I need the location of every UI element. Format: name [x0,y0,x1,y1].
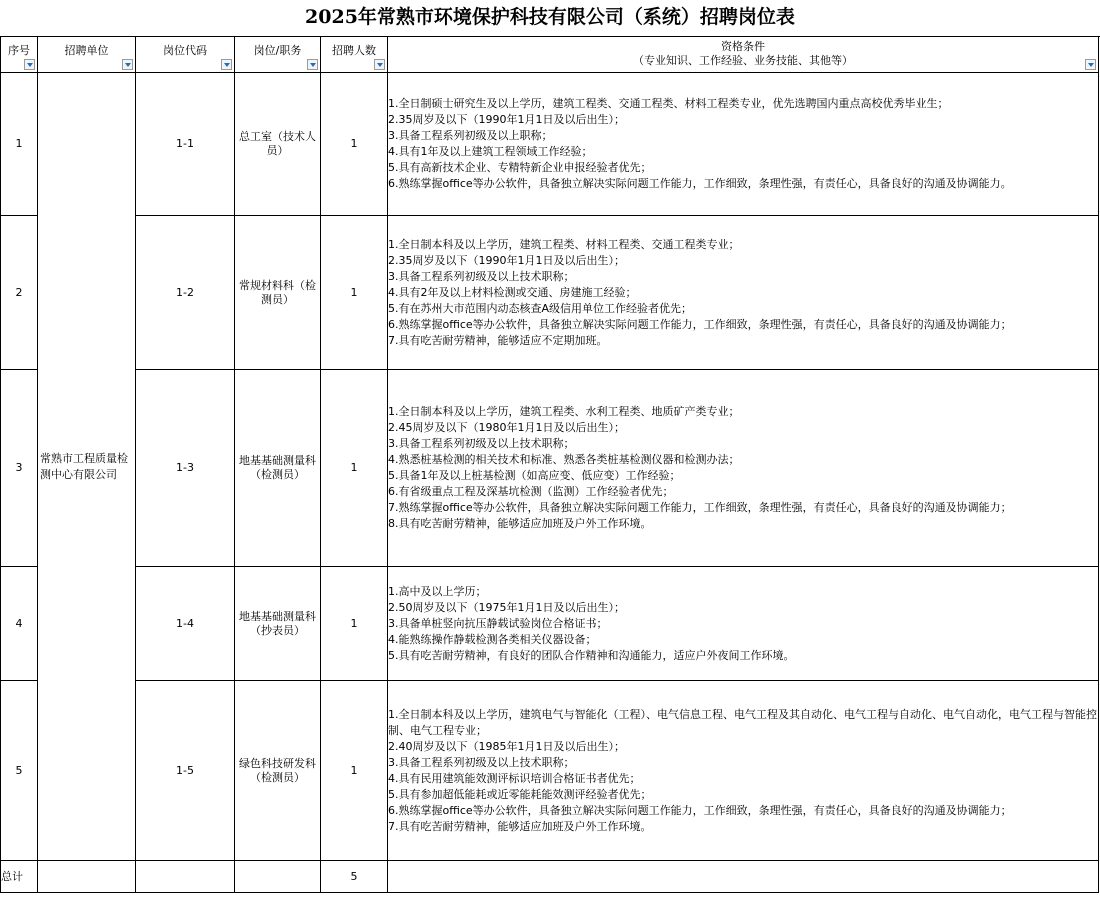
requirement-item: 5.具有吃苦耐劳精神，有良好的团队合作精神和沟通能力，适应户外夜间工作环境。 [388,648,795,662]
header-count: 招聘人数 [321,37,388,73]
position-cell: 地基基础测量科（检测员） [235,370,321,567]
requirement-item: 5.具有参加超低能耗或近零能耗能效测评经验者优先； [388,787,652,801]
total-label: 总计 [1,861,38,893]
requirement-item: 2.50周岁及以下（1975年1月1日及以后出生）； [388,600,625,614]
requirement-item: 5.有在苏州大市范围内动态核查A级信用单位工作经验者优先； [388,301,693,315]
code-cell: 1-2 [136,216,235,370]
header-requirements [388,37,1099,73]
requirement-item: 4.能熟练操作静载检测各类相关仪器设备； [388,632,597,646]
requirement-item: 4.具有1年及以上建筑工程领域工作经验； [388,145,593,158]
header-row [1,37,1099,73]
filter-dropdown-icon[interactable] [24,59,35,70]
filter-dropdown-icon[interactable] [221,59,232,70]
count-cell: 1 [321,681,388,861]
total-count: 5 [321,861,388,893]
seq-cell: 2 [1,216,38,370]
requirement-item: 4.具有民用建筑能效测评标识培训合格证书者优先； [388,771,641,785]
seq-cell: 1 [1,73,38,216]
requirement-item: 1.全日制本科及以上学历，建筑工程类、水利工程类、地质矿产类专业； [388,405,740,418]
requirements-cell [388,73,1099,216]
requirement-item: 1.全日制本科及以上学历，建筑电气与智能化（工程）、电气信息工程、电气工程及其自动化、电气工程与自动化、电气自动化，电气工程与智能控制、电气工程专业； [388,707,1097,737]
requirement-item: 3.具备工程系列初级及以上技术职称； [388,269,575,283]
header-position: 岗位/职务 [235,37,321,73]
requirement-item: 1.全日制本科及以上学历，建筑工程类、材料工程类、交通工程类专业； [388,237,740,251]
empty-cell [38,861,136,893]
requirement-item: 3.具备工程系列初级及以上技术职称； [388,437,575,450]
empty-cell [136,861,235,893]
count-cell: 1 [321,73,388,216]
requirement-item: 8.具有吃苦耐劳精神，能够适应加班及户外工作环境。 [388,517,652,530]
requirement-item: 6.熟练掌握office等办公软件，具备独立解决实际问题工作能力，工作细致，条理性强，有责任心，具备良好的沟通及协调能力； [388,317,1012,331]
empty-cell [235,861,321,893]
recruitment-table [0,36,1099,893]
total-row [1,861,1099,893]
count-cell: 1 [321,216,388,370]
requirements-cell [388,681,1099,861]
requirements-cell [388,567,1099,681]
position-cell: 总工室（技术人员） [235,73,321,216]
table-row [1,370,1099,567]
requirement-item: 6.熟练掌握office等办公软件，具备独立解决实际问题工作能力，工作细致，条理性强，有责任心，具备良好的沟通及协调能力； [388,803,1012,817]
requirement-item: 4.熟悉桩基检测的相关技术和标准、熟悉各类桩基检测仪器和检测办法； [388,453,740,466]
seq-cell: 5 [1,681,38,861]
requirements-cell [388,370,1099,567]
header-unit: 招聘单位 [38,37,136,73]
table-row [1,681,1099,861]
unit-name: 常熟市工程质量检测中心有限公司 [40,451,128,481]
position-cell: 绿色科技研发科（检测员） [235,681,321,861]
code-cell: 1-5 [136,681,235,861]
requirement-item: 3.具备工程系列初级及以上职称； [388,129,553,142]
requirement-item: 3.具备工程系列初级及以上技术职称； [388,755,575,769]
filter-dropdown-icon[interactable] [1085,59,1096,70]
position-cell: 地基基础测量科（抄表员） [235,567,321,681]
requirement-item: 1.全日制硕士研究生及以上学历，建筑工程类、交通工程类、材料工程类专业，优先选聘国内重点高校优秀毕业生； [388,97,949,110]
count-cell: 1 [321,567,388,681]
requirement-item: 2.35周岁及以下（1990年1月1日及以后出生）； [388,113,625,126]
requirements-cell [388,216,1099,370]
header-requirements-subtitle: （专业知识、工作经验、业务技能、其他等） [633,53,853,67]
header-code: 岗位代码 [136,37,235,73]
position-cell: 常规材料科（检测员） [235,216,321,370]
seq-cell: 3 [1,370,38,567]
count-cell: 1 [321,370,388,567]
requirement-item: 6.熟练掌握office等办公软件，具备独立解决实际问题工作能力，工作细致，条理性强，有责任心，具备良好的沟通及协调能力。 [388,177,1012,190]
header-requirements-title: 资格条件 [721,39,765,53]
requirement-item: 3.具备单桩竖向抗压静载试验岗位合格证书； [388,616,608,630]
requirement-item: 2.35周岁及以下（1990年1月1日及以后出生）； [388,253,625,267]
sheet-title: 2025年常熟市环境保护科技有限公司（系统）招聘岗位表 [0,0,1100,37]
empty-cell [388,861,1099,893]
code-cell: 1-3 [136,370,235,567]
code-cell: 1-4 [136,567,235,681]
code-cell: 1-1 [136,73,235,216]
requirement-item: 5.具有高新技术企业、专精特新企业申报经验者优先； [388,161,652,174]
requirement-item: 2.45周岁及以下（1980年1月1日及以后出生）； [388,421,625,434]
seq-cell: 4 [1,567,38,681]
header-seq: 序号 [1,37,38,73]
requirement-item: 4.具有2年及以上材料检测或交通、房建施工经验； [388,285,637,299]
requirement-item: 2.40周岁及以下（1985年1月1日及以后出生）； [388,739,625,753]
table-row [1,216,1099,370]
filter-dropdown-icon[interactable] [374,59,385,70]
table-row [1,73,1099,216]
filter-dropdown-icon[interactable] [122,59,133,70]
requirement-item: 7.具有吃苦耐劳精神，能够适应加班及户外工作环境。 [388,819,652,833]
requirement-item: 7.熟练掌握office等办公软件，具备独立解决实际问题工作能力，工作细致，条理性强，有责任心，具备良好的沟通及协调能力； [388,501,1012,514]
unit-cell [38,73,136,861]
requirement-item: 7.具有吃苦耐劳精神，能够适应不定期加班。 [388,333,608,347]
requirement-item: 5.具备1年及以上桩基检测（如高应变、低应变）工作经验； [388,469,681,482]
requirement-item: 6.有省级重点工程及深基坑检测（监测）工作经验者优先； [388,485,674,498]
requirement-item: 1.高中及以上学历； [388,584,487,598]
table-row [1,567,1099,681]
filter-dropdown-icon[interactable] [307,59,318,70]
